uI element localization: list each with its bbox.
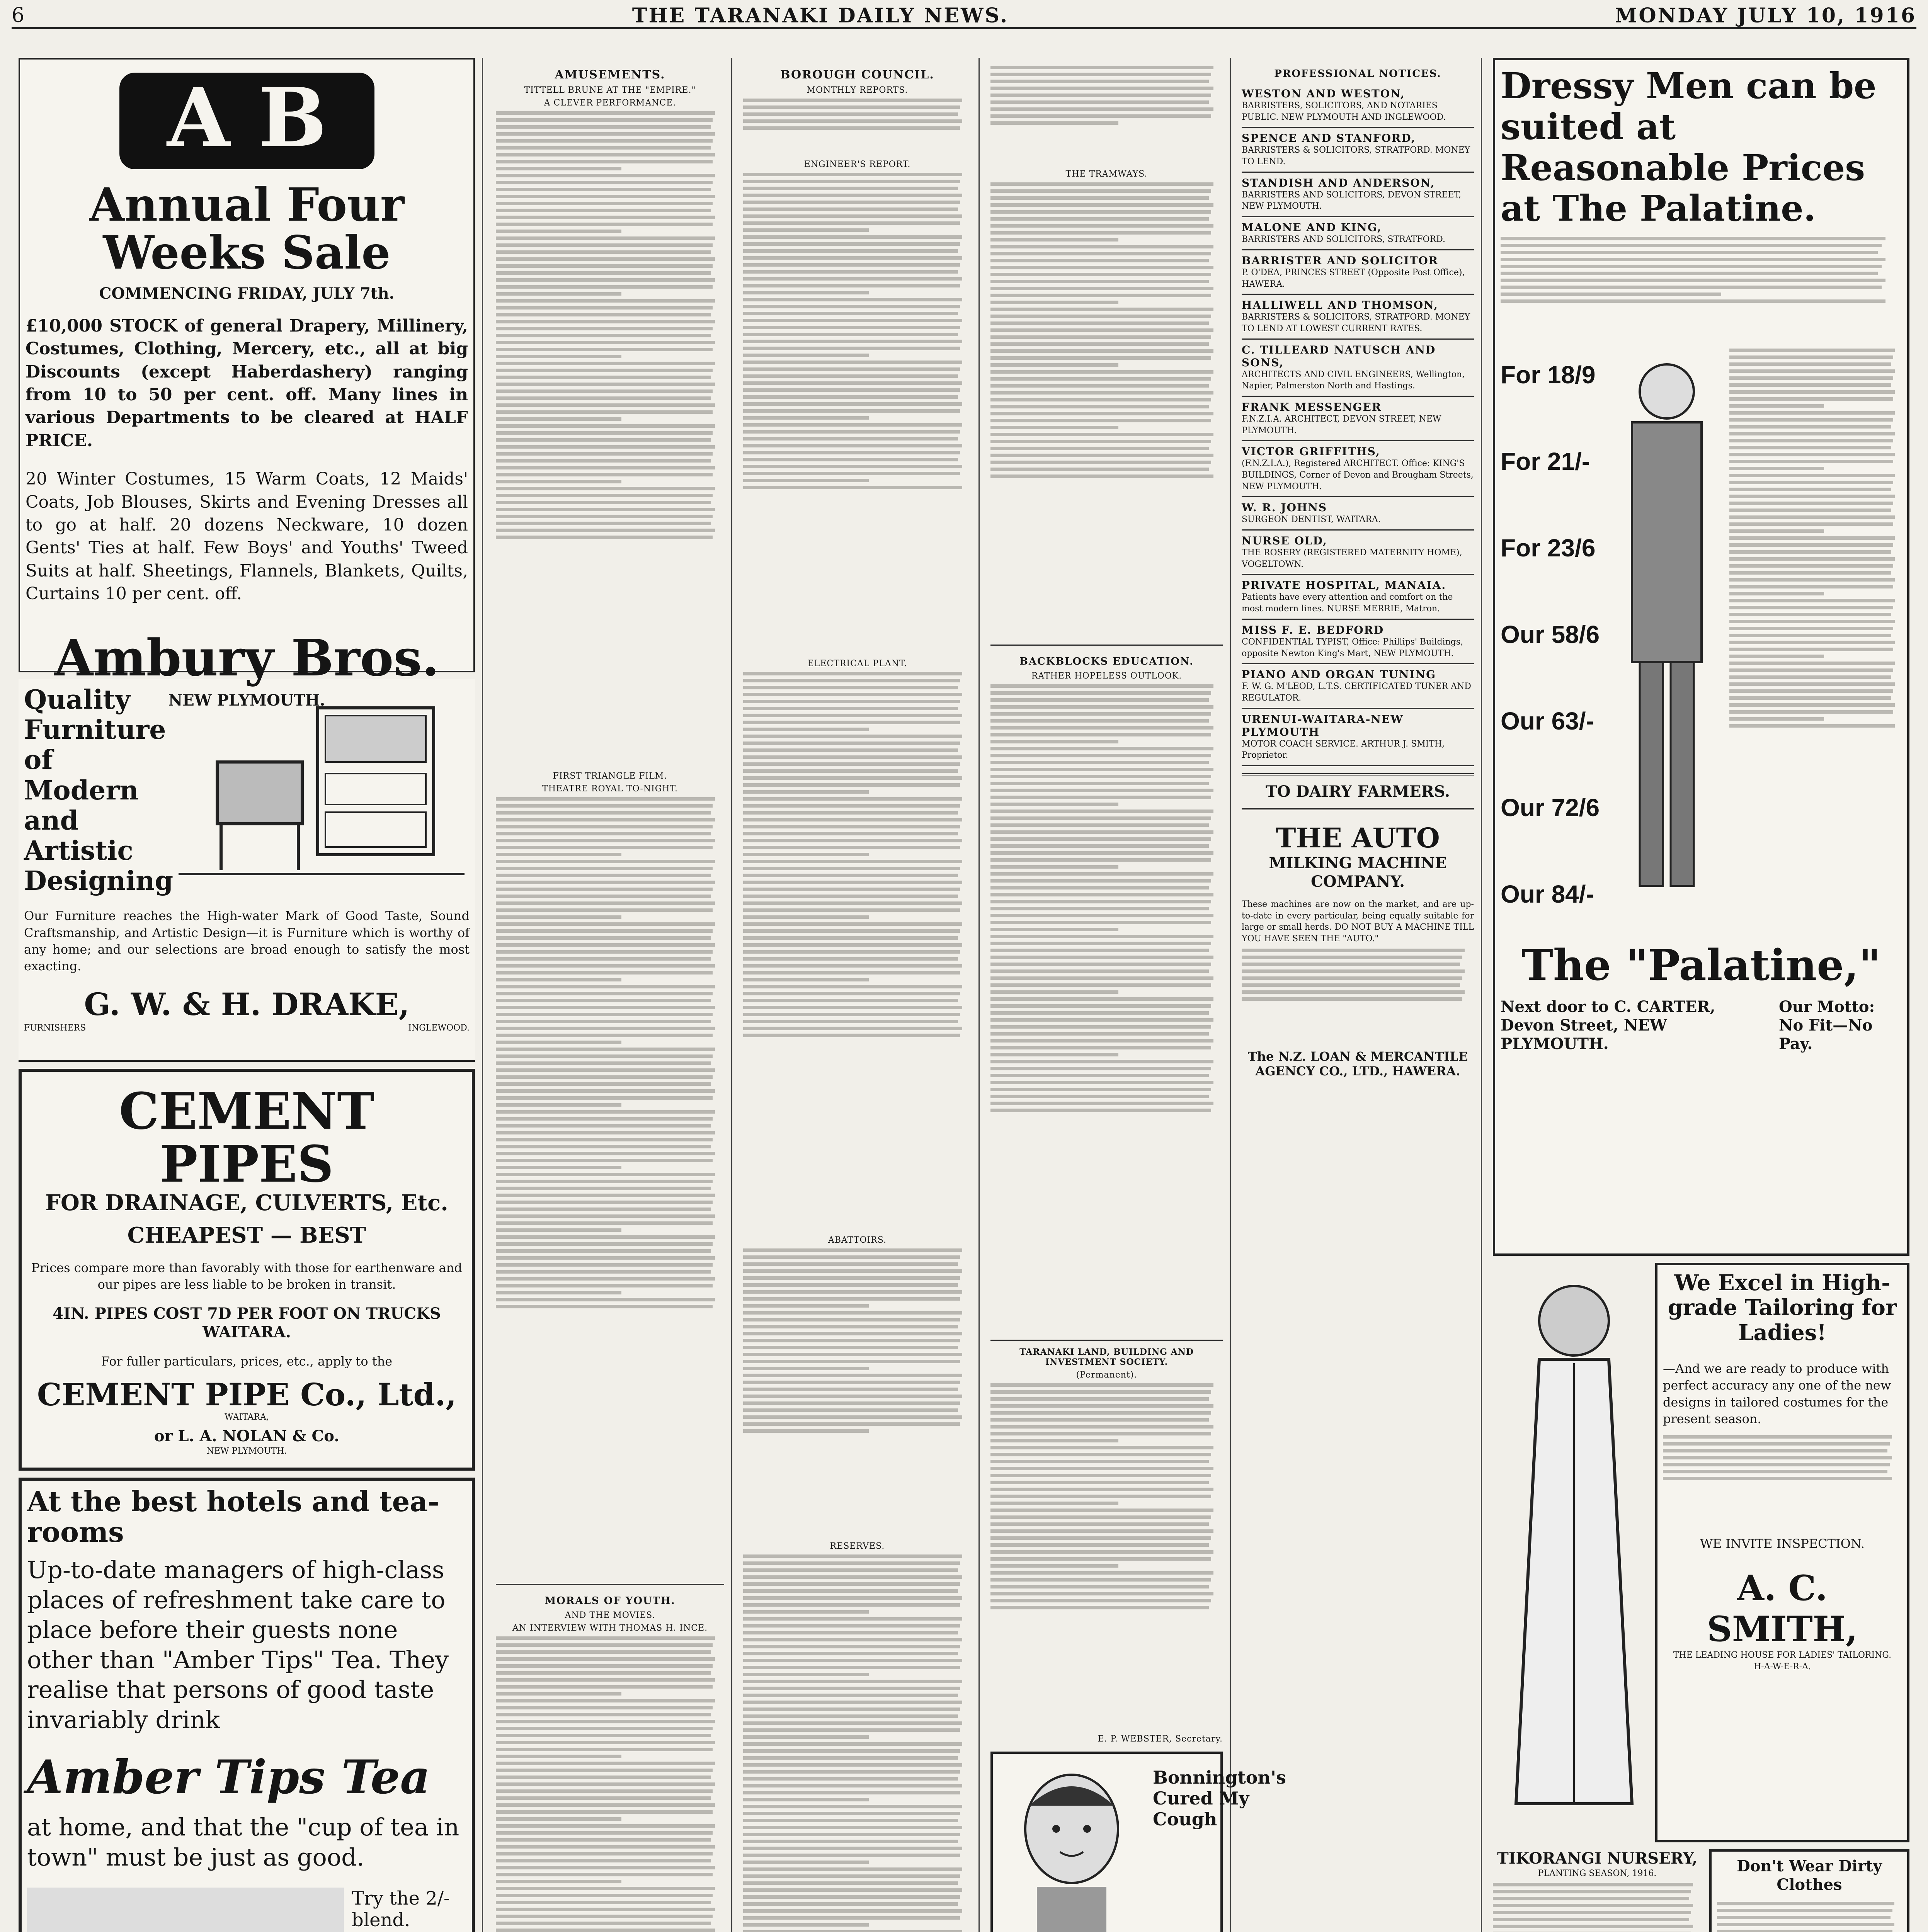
palatine-price: Our 58/6: [1501, 621, 1600, 649]
tittell-article: [496, 111, 724, 768]
tittell-heading: TITTELL BRUNE AT THE "EMPIRE.": [524, 85, 696, 95]
professional-card: [1242, 497, 1474, 531]
palatine-headline: Dressy Men can be suited at Reasonable Prices at The Palatine.: [1501, 65, 1877, 230]
smith-extra: [1663, 1435, 1902, 1512]
tikorangi-season: PLANTING SEASON, 1916.: [1538, 1869, 1657, 1878]
column-3: [736, 58, 980, 1932]
drake-name: G. W. & H. DRAKE,: [84, 986, 410, 1023]
amusements-heading: AMUSEMENTS.: [555, 68, 665, 82]
professional-card: [1242, 397, 1474, 441]
amber-tips-ad: [19, 1478, 475, 1932]
palatine-price: For 23/6: [1501, 534, 1596, 562]
card-body: BARRISTERS AND SOLICITORS, STRATFORD.: [1242, 235, 1445, 245]
card-body: Patients have every attention and comfort on the most modern lines. NURSE MERRIE, Matron.: [1242, 592, 1453, 614]
bonnington-ad: [990, 1752, 1286, 1932]
clever-subheading: A CLEVER PERFORMANCE.: [544, 98, 676, 108]
smith-invite: WE INVITE INSPECTION.: [1700, 1536, 1865, 1551]
palatine-price: For 18/9: [1501, 361, 1596, 389]
backblocks-heading: BACKBLOCKS EDUCATION.: [1019, 656, 1194, 667]
palatine-name: The "Palatine,": [1521, 940, 1881, 990]
card-body: CONFIDENTIAL TYPIST, Office: Phillips' Buildings, opposite Newton King's Mart, NEW PLYMOUTH.: [1242, 637, 1463, 658]
tikorangi-list: [1493, 1883, 1702, 1932]
drake-heading: Quality Furniture of Modern and Artistic Designing: [24, 684, 174, 897]
smith-town: H-A-W-E-R-A.: [1754, 1662, 1811, 1672]
interview-subheading: AN INTERVIEW WITH THOMAS H. INCE.: [512, 1623, 708, 1633]
card-firm: VICTOR GRIFFITHS,: [1242, 445, 1380, 458]
palatine-motto: Our Motto: No Fit—No Pay.: [1778, 998, 1875, 1053]
card-firm: STANDISH AND ANDERSON,: [1242, 176, 1435, 189]
smith-heading: We Excel in High-grade Tailoring for Ladies!: [1668, 1270, 1897, 1345]
lady-costume-illustration-icon: [1493, 1263, 1655, 1842]
card-body: (F.N.Z.I.A.), Registered ARCHITECT. Office: KING'S BUILDINGS, Corner of Devon and Brougham Streets, NEW PLYMOUTH.: [1242, 459, 1474, 492]
engineer-heading: ENGINEER'S REPORT.: [804, 160, 911, 169]
tikorangi-heading: TIKORANGI NURSERY,: [1497, 1849, 1698, 1867]
cement-cheap: CHEAPEST — BEST: [127, 1223, 366, 1248]
hawkins-ad: [1709, 1849, 1909, 1932]
amber-try: Try the 2/- blend.: [352, 1888, 450, 1931]
land-society-heading: TARANAKI LAND, BUILDING AND INVESTMENT SOCIETY.: [1019, 1347, 1194, 1367]
reserves-article: [743, 1554, 972, 1932]
tramways-article: [990, 182, 1223, 638]
professional-card: [1242, 340, 1474, 397]
palatine-street: Devon Street, NEW PLYMOUTH.: [1501, 1016, 1667, 1053]
cement-town: WAITARA,: [225, 1412, 269, 1422]
card-body: BARRISTERS & SOLICITORS, STRATFORD. MONEY TO LEND.: [1242, 145, 1470, 167]
bonnington-cured: Bonnington's Cured My Cough: [1153, 1767, 1286, 1830]
card-body: BARRISTERS AND SOLICITORS, DEVON STREET, NEW PLYMOUTH.: [1242, 190, 1461, 211]
professional-cards: [1242, 83, 1474, 766]
column-5: [1235, 58, 1482, 1932]
morals-heading: MORALS OF YOUTH.: [545, 1595, 676, 1607]
cement-further: For fuller particulars, prices, etc., apply to the: [101, 1354, 393, 1369]
professional-card: [1242, 295, 1474, 339]
nz-loan-name: The N.Z. LOAN & MERCANTILE AGENCY CO., LTD., HAWERA.: [1247, 1049, 1468, 1078]
dairy-heading: TO DAIRY FARMERS.: [1265, 782, 1450, 801]
column-2: [489, 58, 732, 1932]
card-body: THE ROSERY (REGISTERED MATERNITY HOME), VOGELTOWN.: [1242, 548, 1462, 569]
card-firm: C. TILLEARD NATUSCH AND SONS,: [1242, 343, 1436, 369]
column-1: [12, 58, 483, 1932]
professional-card: [1242, 575, 1474, 619]
card-firm: PRIVATE HOSPITAL, MANAIA.: [1242, 579, 1446, 592]
cement-title: CEMENT PIPES: [119, 1082, 375, 1194]
amber-brand: Amber Tips Tea: [27, 1750, 431, 1805]
drake-ad: [19, 679, 475, 1062]
card-firm: BARRISTER AND SOLICITOR: [1242, 254, 1439, 267]
council-intro: [743, 99, 972, 156]
card-body: F.N.Z.I.A. ARCHITECT, DEVON STREET, NEW PLYMOUTH.: [1242, 414, 1441, 435]
card-firm: URENUI-WAITARA-NEW PLYMOUTH: [1242, 713, 1404, 738]
cement-body: Prices compare more than favorably with those for earthenware and our pipes are less liable to be broken in transit.: [31, 1260, 462, 1292]
amber-heading: At the best hotels and tea-rooms: [27, 1485, 439, 1549]
card-firm: HALLIWELL AND THOMSON,: [1242, 299, 1438, 312]
card-firm: PIANO AND ORGAN TUNING: [1242, 668, 1436, 681]
card-body: BARRISTERS, SOLICITORS, AND NOTARIES PUBLIC. NEW PLYMOUTH AND INGLEWOOD.: [1242, 101, 1446, 122]
professional-card: [1242, 441, 1474, 497]
professional-card: [1242, 664, 1474, 709]
morals-article: [496, 1636, 724, 1932]
smith-tag: THE LEADING HOUSE FOR LADIES' TAILORING.: [1673, 1650, 1892, 1660]
sale-title: Annual Four Weeks Sale: [89, 178, 405, 279]
cement-pipes: 4IN. PIPES COST 7D PER FOOT ON TRUCKS WAITARA.: [53, 1304, 441, 1342]
smith-ad: [1655, 1263, 1909, 1842]
engineer-article: [743, 173, 972, 656]
professional-heading: PROFESSIONAL NOTICES.: [1274, 68, 1441, 80]
smith-body: —And we are ready to produce with perfect accuracy any one of the new designs in tailored costumes for the present season.: [1663, 1361, 1891, 1426]
cement-pipe-ad: [19, 1069, 475, 1471]
cement-company: CEMENT PIPE Co., Ltd.,: [37, 1376, 457, 1413]
card-body: P. O'DEA, PRINCES STREET (Opposite Post Office), HAWERA.: [1242, 267, 1465, 289]
ab-logo-icon: [116, 69, 378, 173]
graves-article: [990, 66, 1223, 166]
professional-card: [1242, 128, 1474, 172]
drake-trade: FURNISHERS: [24, 1023, 86, 1033]
land-society-secretary: E. P. WEBSTER, Secretary.: [1098, 1734, 1223, 1744]
palatine-intro: [1501, 237, 1902, 345]
professional-card: [1242, 620, 1474, 664]
monthly-subheading: MONTHLY REPORTS.: [807, 85, 908, 95]
sale-commencing: COMMENCING FRIDAY, JULY 7th.: [99, 284, 395, 303]
theatre-subheading: THEATRE ROYAL TO-NIGHT.: [542, 784, 678, 794]
card-firm: FRANK MESSENGER: [1242, 400, 1382, 413]
film-heading: FIRST TRIANGLE FILM.: [553, 771, 667, 781]
card-body: BARRISTERS & SOLICITORS, STRATFORD. MONEY TO LEND AT LOWEST CURRENT RATES.: [1242, 312, 1470, 333]
card-firm: WESTON AND WESTON,: [1242, 87, 1405, 100]
issue-date: MONDAY JULY 10, 1916: [1615, 3, 1916, 27]
sale-lines: 20 Winter Costumes, 15 Warm Coats, 12 Maids' Coats, Job Blouses, Skirts and Evening Dresses all to go at half. 20 dozens Neckware, 10 dozen Gents' Ties at half. Few Boys' and Youths' Tweed Suits at half. Sheetings, Flannels, Blankets, Quilts, Curtains 10 per cent. off.: [26, 469, 468, 604]
tramways-heading: THE TRAMWAYS.: [1065, 169, 1148, 179]
hawkins-intro: [1717, 1902, 1902, 1932]
amber-home: at home, and that the "cup of tea in town" must be just as good.: [27, 1813, 459, 1871]
professional-card: [1242, 173, 1474, 217]
palatine-price: Our 63/-: [1501, 707, 1594, 735]
card-body: MOTOR COACH SERVICE. ARTHUR J. SMITH, Proprietor.: [1242, 739, 1445, 760]
ambury-ad: [19, 58, 475, 710]
palatine-next: Next door to C. CARTER,: [1501, 998, 1715, 1016]
card-firm: MISS F. E. BEDFORD: [1242, 623, 1384, 636]
card-firm: NURSE OLD,: [1242, 534, 1327, 548]
backblocks-article: [990, 684, 1223, 1333]
tea-room-illustration-icon: [27, 1888, 344, 1932]
ambury-name: Ambury Bros.: [54, 628, 439, 688]
professional-card: [1242, 709, 1474, 766]
palatine-price: Our 84/-: [1501, 880, 1594, 908]
palatine-price: Our 72/6: [1501, 794, 1600, 822]
ab-logo-text: A B: [167, 70, 327, 165]
drake-body: Our Furniture reaches the High-water Mark of Good Taste, Sound Craftsmanship, and Artistic Design—it is Furniture which is worthy of any home; and our selections are broad enough to satisfy the most exacting.: [24, 908, 470, 973]
land-society-text: [990, 1383, 1223, 1731]
sale-stock: £10,000 STOCK of general Drapery, Millinery, Costumes, Clothing, Mercery, etc., all at big Discounts (except Haberdashery) ranging from 10 to 50 per cent. off. Many lines in various Departments to be cleared at HALF PRICE.: [26, 316, 468, 451]
drake-town: INGLEWOOD.: [408, 1023, 470, 1033]
smith-name: A. C. SMITH,: [1707, 1568, 1858, 1650]
page-number: 6: [12, 4, 26, 27]
electrical-heading: ELECTRICAL PLANT.: [807, 659, 907, 668]
auto-extra: [1242, 949, 1474, 1041]
column-6: [1486, 58, 1916, 1932]
furniture-illustration-icon: [171, 685, 472, 886]
movies-subheading: AND THE MOVIES.: [565, 1611, 655, 1620]
card-body: F. W. G. M'LEOD, L.T.S. CERTIFICATED TUNER AND REGULATOR.: [1242, 682, 1471, 703]
amber-body: Up-to-date managers of high-class places of refreshment take care to place before their guests none other than "Amber Tips" Tea. They realise that persons of good taste invariably drink: [27, 1556, 449, 1734]
professional-card: [1242, 531, 1474, 575]
professional-card: [1242, 250, 1474, 295]
cement-for: FOR DRAINAGE, CULVERTS, Etc.: [45, 1190, 448, 1216]
outlook-subheading: RATHER HOPELESS OUTLOOK.: [1031, 671, 1182, 681]
card-firm: SPENCE AND STANFORD,: [1242, 132, 1416, 145]
electrical-article: [743, 672, 972, 1232]
abattoirs-heading: ABATTOIRS.: [828, 1235, 887, 1245]
professional-card: [1242, 83, 1474, 128]
mother-child-illustration-icon: [998, 1759, 1145, 1932]
professional-card: [1242, 217, 1474, 250]
card-firm: MALONE AND KING,: [1242, 221, 1382, 234]
cement-or: or L. A. NOLAN & Co.: [154, 1427, 340, 1446]
newspaper-title: THE TARANAKI DAILY NEWS.: [632, 3, 1009, 27]
auto-company: MILKING MACHINE COMPANY.: [1269, 854, 1447, 891]
card-body: SURGEON DENTIST, WAITARA.: [1242, 515, 1381, 525]
suited-man-illustration-icon: [1609, 345, 1725, 925]
palatine-descriptions: [1725, 345, 1902, 925]
hawkins-heading: Don't Wear Dirty Clothes: [1737, 1857, 1882, 1894]
card-firm: W. R. JOHNS: [1242, 501, 1327, 514]
council-heading: BOROUGH COUNCIL.: [780, 68, 934, 82]
cement-np: NEW PLYMOUTH.: [206, 1446, 287, 1456]
reserves-heading: RESERVES.: [830, 1541, 885, 1551]
land-society-permanent: (Permanent).: [1076, 1370, 1137, 1380]
palatine-price: For 21/-: [1501, 447, 1590, 476]
film-article: [496, 797, 724, 1578]
ambury-place: NEW PLYMOUTH.: [168, 691, 325, 710]
masthead: [12, 4, 1916, 29]
palatine-prices: [1501, 361, 1609, 908]
auto-body: These machines are now on the market, and are up-to-date in every particular, being equally suitable for large or small herds. DO NOT BUY A MACHINE TILL YOU HAVE SEEN THE "AUTO.": [1242, 899, 1474, 944]
card-body: ARCHITECTS AND CIVIL ENGINEERS, Wellington, Napier, Palmerston North and Hastings.: [1242, 369, 1465, 391]
palatine-ad: [1493, 58, 1909, 1256]
abattoirs-article: [743, 1248, 972, 1538]
auto-heading: THE AUTO: [1276, 821, 1440, 854]
